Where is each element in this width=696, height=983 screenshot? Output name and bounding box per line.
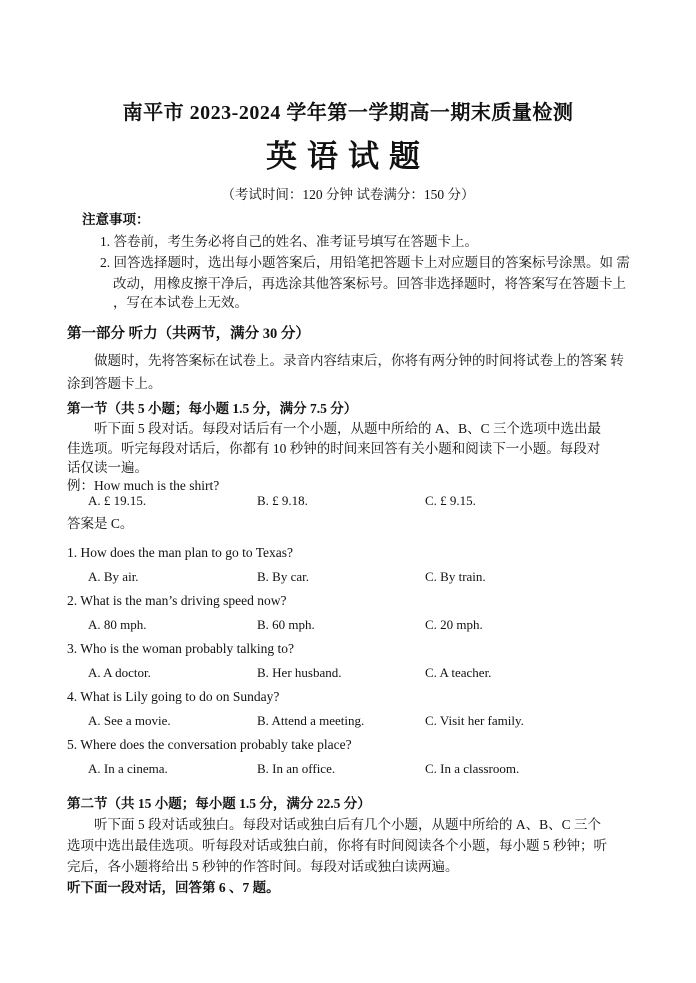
part1-instruction-line2: 涂到答题卡上。	[67, 376, 162, 391]
question-4: 4. What is Lily going to do on Sunday?	[67, 689, 280, 704]
question-5-option-b: B. In an office.	[257, 761, 336, 776]
question-5-option-a: A. In a cinema.	[88, 761, 168, 776]
example-answer: 答案是 C。	[67, 516, 134, 531]
part1-instruction-line1: 做题时，先将答案标在试卷上。录音内容结束后，你将有两分钟的时间将试卷上的答案 转	[94, 353, 624, 368]
part1-heading: 第一部分 听力（共两节，满分 30 分）	[67, 326, 310, 342]
question-2-option-b: B. 60 mph.	[257, 617, 315, 632]
question-3: 3. Who is the woman probably talking to?	[67, 641, 294, 656]
question-1: 1. How does the man plan to go to Texas?	[67, 545, 294, 560]
question-1-option-b: B. By car.	[257, 569, 309, 584]
example-option-c: C. £ 9.15.	[425, 493, 476, 508]
question-5: 5. Where does the conversation probably take place?	[67, 737, 352, 752]
section1-instruction-line2: 佳选项。听完每段对话后，你都有 10 秒钟的时间来回答有关小题和阅读下一小题。每段对	[67, 441, 601, 456]
question-3-option-a: A. A doctor.	[88, 665, 151, 680]
section2-dialogue-prompt: 听下面一段对话，回答第 6 、7 题。	[67, 880, 280, 895]
section1-heading: 第一节（共 5 小题；每小题 1.5 分，满分 7.5 分）	[67, 401, 358, 416]
question-2-option-a: A. 80 mph.	[88, 617, 147, 632]
question-4-option-a: A. See a movie.	[88, 713, 171, 728]
section2-instruction-line1: 听下面 5 段对话或独白。每段对话或独白后有几个小题，从题中所给的 A、B、C 三个	[94, 817, 602, 832]
example-option-b: B. £ 9.18.	[257, 493, 308, 508]
question-5-option-c: C. In a classroom.	[425, 761, 520, 776]
question-2-option-c: C. 20 mph.	[425, 617, 483, 632]
question-4-option-b: B. Attend a meeting.	[257, 713, 365, 728]
section1-instruction-line1: 听下面 5 段对话。每段对话后有一个小题，从题中所给的 A、B、C 三个选项中选出最	[94, 421, 602, 436]
exam-title: 南平市 2023-2024 学年第一学期高一期末质量检测	[122, 102, 574, 124]
question-4-option-c: C. Visit her family.	[425, 713, 524, 728]
question-1-option-a: A. By air.	[88, 569, 139, 584]
example-question: 例：How much is the shirt?	[67, 478, 220, 493]
section2-heading: 第二节（共 15 小题；每小题 1.5 分，满分 22.5 分）	[67, 796, 371, 811]
question-3-option-c: C. A teacher.	[425, 665, 492, 680]
section2-instruction-line3: 完后，各小题将给出 5 秒钟的作答时间。每段对话或独白读两遍。	[67, 859, 459, 874]
example-option-a: A. £ 19.15.	[88, 493, 147, 508]
question-2: 2. What is the man’s driving speed now?	[67, 593, 287, 608]
note-item-2-line2: 改动，用橡皮擦干净后，再选涂其他答案标号。回答非选择题时，将答案写在答题卡上	[113, 276, 626, 291]
note-item-2-line1: 2. 回答选择题时，选出每小题答案后，用铅笔把答题卡上对应题目的答案标号涂黑。如 需	[100, 255, 630, 270]
notes-heading: 注意事项：	[82, 212, 150, 227]
question-3-option-b: B. Her husband.	[257, 665, 342, 680]
note-item-2-line3: ，写在本试卷上无效。	[113, 295, 248, 310]
subject-title: 英语试题	[266, 139, 430, 174]
note-item-1: 1. 答卷前，考生务必将自己的姓名、准考证号填写在答题卡上。	[100, 234, 478, 249]
question-1-option-c: C. By train.	[425, 569, 486, 584]
exam-info: （考试时间：120 分钟 试卷满分：150 分）	[221, 187, 475, 202]
section2-instruction-line2: 选项中选出最佳选项。听每段对话或独白前，你将有时间阅读各个小题，每小题 5 秒钟；听	[67, 838, 607, 853]
section1-instruction-line3: 话仅读一遍。	[67, 460, 148, 475]
